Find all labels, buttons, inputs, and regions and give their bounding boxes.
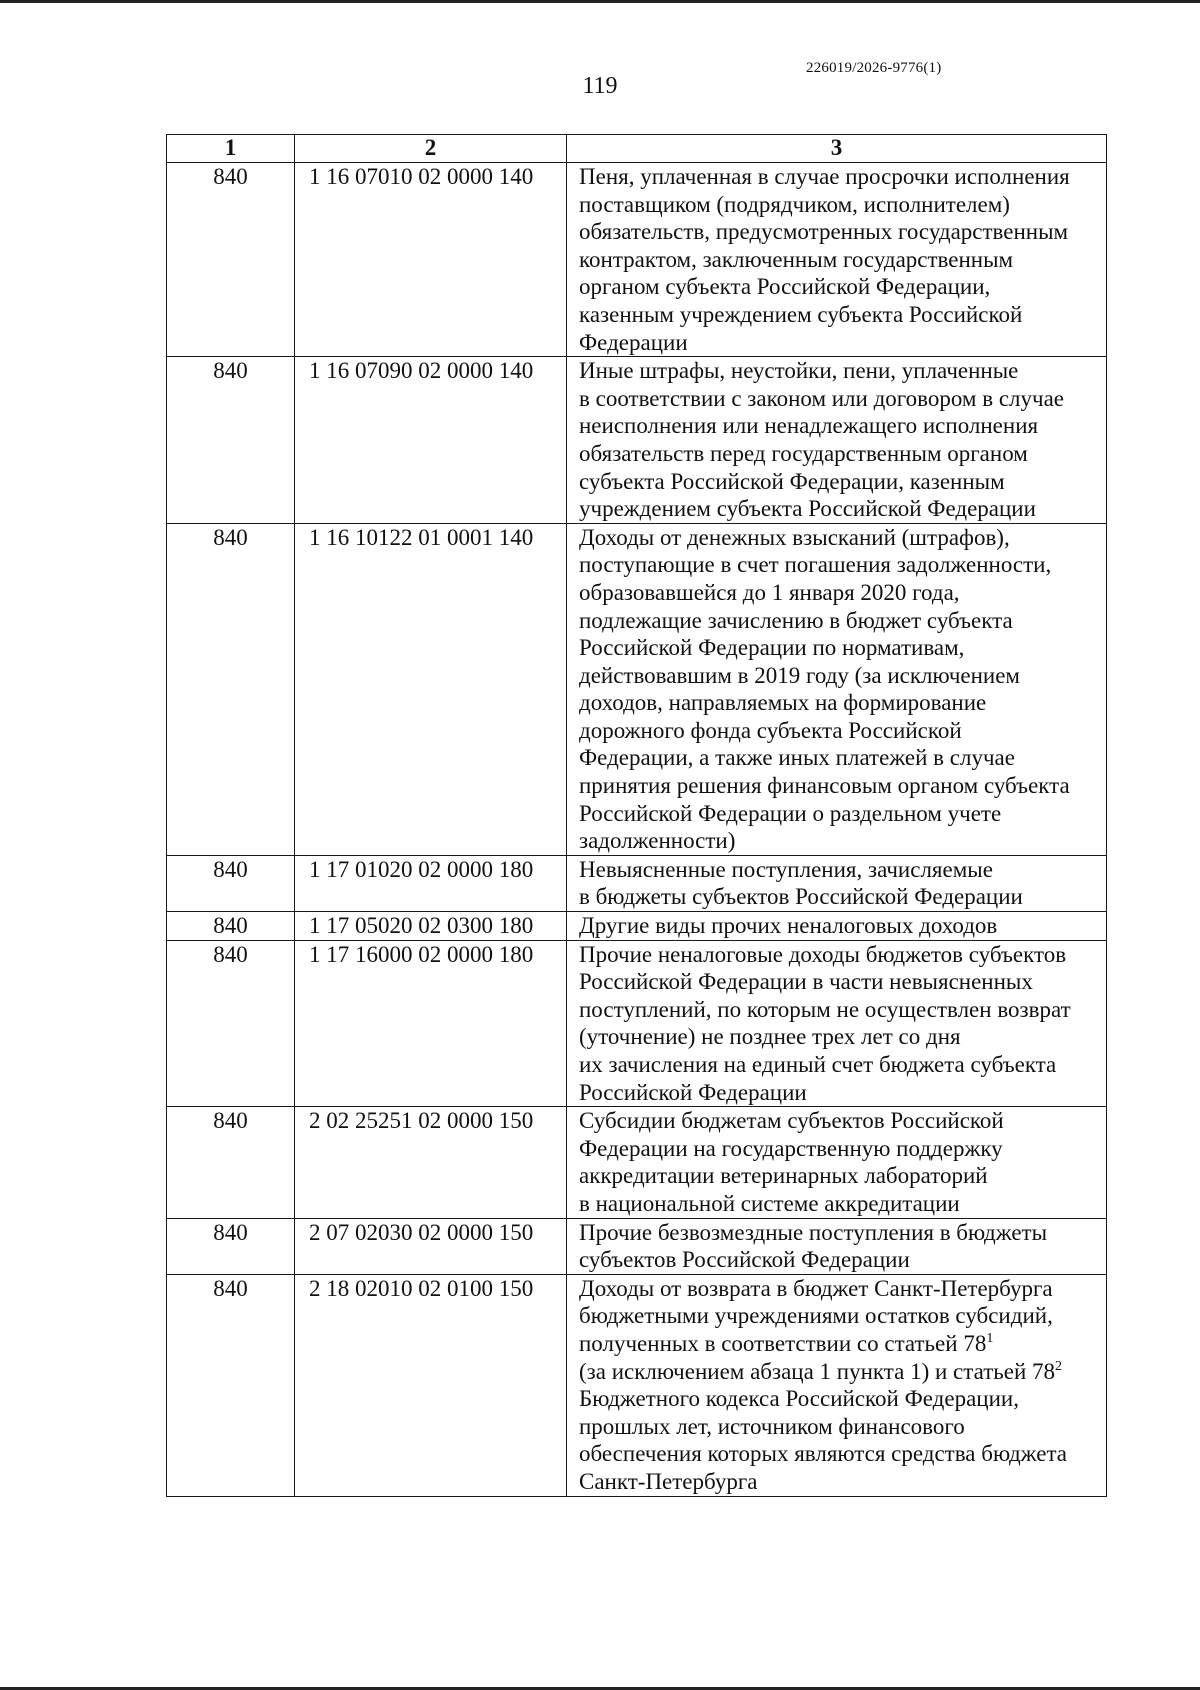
admin-code-cell: 840 — [167, 523, 295, 855]
superscript-marker: 1 — [986, 1330, 994, 1346]
description-line-text: полученных в соответствии со статьей 78 — [579, 1330, 987, 1356]
description-cell — [567, 1107, 1107, 1218]
description-cell — [567, 940, 1107, 1107]
description-cell — [567, 163, 1107, 357]
superscript-marker: 2 — [1055, 1358, 1063, 1374]
document-reference: 226019/2026-9776(1) — [806, 60, 942, 76]
admin-code-cell: 840 — [167, 1107, 295, 1218]
revenue-code-cell: 1 16 10122 01 0001 140 — [295, 523, 567, 855]
description-cell — [567, 1274, 1107, 1496]
description-line: контрактом, заключенным государственным — [579, 246, 1014, 272]
revenue-code-cell: 2 18 02010 02 0100 150 — [295, 1274, 567, 1496]
description-line: Доходы от возврата в бюджет Санкт-Петербурга — [579, 1275, 1053, 1301]
description-line: их зачисления на единый счет бюджета субъекта — [579, 1052, 1057, 1077]
description-line: Федерации, а также иных платежей в случае — [579, 745, 1015, 771]
description-line: субъекта Российской Федерации, казенным — [579, 468, 1005, 494]
description-line: (уточнение) не позднее трех лет со дня — [579, 1024, 961, 1050]
revenue-code-cell: 1 17 05020 02 0300 180 — [295, 912, 567, 941]
description-cell — [567, 912, 1107, 941]
description-line: образовавшейся до 1 января 2020 года, — [579, 579, 960, 605]
description-line: учреждением субъекта Российской Федерации — [579, 496, 1036, 522]
table-row — [167, 1274, 1107, 1496]
description-line: Федерации на государственную поддержку — [579, 1135, 1003, 1161]
description-line: Доходы от денежных взысканий (штрафов), — [579, 524, 1010, 550]
description-line: обязательств, предусмотренных государственным — [579, 219, 1069, 245]
description-line — [579, 1358, 1100, 1386]
description-line: Пеня, уплаченная в случае просрочки исполнения — [579, 164, 1070, 189]
description-line: Российской Федерации в части невыясненных — [579, 969, 1033, 995]
description-line: подлежащие зачислению в бюджет субъекта — [579, 607, 1013, 633]
description-line: в национальной системе аккредитации — [579, 1190, 960, 1216]
description-line-text: (за исключением абзаца 1 пункта 1) и статьей 78 — [579, 1358, 1056, 1384]
description-line: Невыясненные поступления, зачисляемые — [579, 856, 993, 882]
description-line: Субсидии бюджетам субъектов Российской — [579, 1108, 1004, 1134]
revenue-code-cell: 1 17 01020 02 0000 180 — [295, 855, 567, 911]
admin-code-cell: 840 — [167, 912, 295, 941]
page-number: 119 — [582, 73, 618, 99]
table-row — [167, 523, 1107, 855]
admin-code-cell: 840 — [167, 1218, 295, 1274]
description-line: доходов, направляемых на формирование — [579, 690, 987, 716]
revenue-code-cell: 1 17 16000 02 0000 180 — [295, 940, 567, 1107]
admin-code-cell: 840 — [167, 1274, 295, 1496]
table-row — [167, 1218, 1107, 1274]
table-row — [167, 912, 1107, 941]
description-line: обязательств перед государственным органом — [579, 440, 1028, 466]
description-line: поступлений, по которым не осуществлен возврат — [579, 996, 1071, 1022]
top-edge-rule — [0, 0, 1200, 3]
description-line: Российской Федерации — [579, 1079, 807, 1105]
description-line: Федерации — [579, 329, 688, 355]
table-row — [167, 163, 1107, 357]
description-line: Бюджетного кодекса Российской Федерации, — [579, 1386, 1019, 1412]
admin-code-cell: 840 — [167, 855, 295, 911]
admin-code-cell: 840 — [167, 357, 295, 524]
description-line: Российской Федерации о раздельном учете — [579, 800, 1002, 826]
description-line: органом субъекта Российской Федерации, — [579, 274, 991, 300]
description-line: Иные штрафы, неустойки, пени, уплаченные — [579, 358, 1019, 384]
table-header-row — [167, 135, 1107, 163]
description-line: поступающие в счет погашения задолженности, — [579, 552, 1052, 578]
description-line: поставщиком (подрядчиком, исполнителем) — [579, 191, 1010, 217]
description-line: в бюджеты субъектов Российской Федерации — [579, 884, 1023, 910]
description-line: Прочие неналоговые доходы бюджетов субъектов — [579, 941, 1067, 967]
revenue-code-cell: 1 16 07090 02 0000 140 — [295, 357, 567, 524]
description-cell — [567, 357, 1107, 524]
table-row — [167, 855, 1107, 911]
revenue-code-cell: 2 07 02030 02 0000 150 — [295, 1218, 567, 1274]
description-line: казенным учреждением субъекта Российской — [579, 301, 1023, 327]
admin-code-cell: 840 — [167, 940, 295, 1107]
description-line — [579, 1330, 1100, 1358]
revenue-code-cell: 2 02 25251 02 0000 150 — [295, 1107, 567, 1218]
description-cell — [567, 523, 1107, 855]
description-line: Другие виды прочих неналоговых доходов — [579, 913, 998, 939]
column-header-2: 2 — [295, 135, 567, 163]
description-line: аккредитации ветеринарных лабораторий — [579, 1163, 988, 1189]
description-cell — [567, 855, 1107, 911]
description-line: неисполнения или ненадлежащего исполнения — [579, 413, 1039, 439]
description-line: Прочие безвозмездные поступления в бюджеты — [579, 1219, 1048, 1245]
description-line: в соответствии с законом или договором в случае — [579, 385, 1065, 411]
table-row — [167, 1107, 1107, 1218]
admin-code-cell: 840 — [167, 163, 295, 357]
description-line: принятия решения финансовым органом субъекта — [579, 773, 1070, 799]
description-line: бюджетными учреждениями остатков субсидий, — [579, 1303, 1053, 1329]
budget-code-table — [166, 134, 1107, 1497]
description-line: прошлых лет, источником финансового — [579, 1413, 965, 1439]
table-row — [167, 357, 1107, 524]
description-line: Санкт-Петербурга — [579, 1468, 758, 1494]
description-line: действовавшим в 2019 году (за исключением — [579, 662, 1020, 688]
revenue-code-cell: 1 16 07010 02 0000 140 — [295, 163, 567, 357]
description-line: задолженности) — [579, 828, 736, 854]
description-line: дорожного фонда субъекта Российской — [579, 717, 962, 743]
description-line: Российской Федерации по нормативам, — [579, 635, 965, 661]
description-line: обеспечения которых являются средства бюджета — [579, 1441, 1067, 1467]
table-row — [167, 940, 1107, 1107]
column-header-1: 1 — [167, 135, 295, 163]
description-cell — [567, 1218, 1107, 1274]
column-header-3: 3 — [567, 135, 1107, 163]
description-line: субъектов Российской Федерации — [579, 1247, 910, 1273]
